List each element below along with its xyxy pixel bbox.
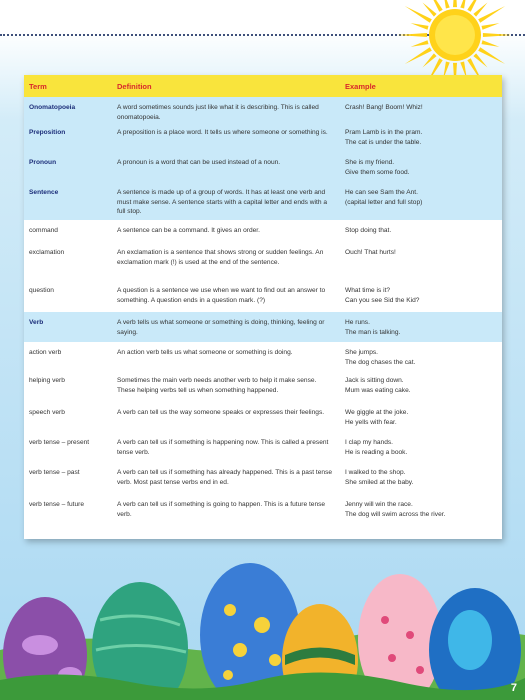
- easter-eggs-illustration: [0, 540, 525, 700]
- example-line: She smiled at the baby.: [345, 478, 414, 486]
- term-cell: verb tense – past: [24, 462, 112, 494]
- sun-ray: [426, 0, 443, 12]
- term-cell: Pronoun: [24, 152, 112, 182]
- sun-ray: [397, 33, 427, 37]
- table-row: [24, 152, 502, 182]
- definition-cell: An action verb tells us what someone or something is doing.: [112, 342, 340, 370]
- sun-ray: [423, 53, 437, 67]
- example-line: (capital letter and full stop): [345, 198, 423, 206]
- example-cell: [340, 370, 502, 402]
- page-number: 7: [510, 682, 517, 694]
- example-line: Crash! Bang! Boom! Whiz!: [345, 104, 423, 111]
- example-cell: [340, 462, 502, 494]
- example-cell: [340, 494, 502, 524]
- sun-ray: [482, 40, 500, 47]
- sun-ray: [443, 0, 450, 9]
- example-cell: [340, 402, 502, 432]
- example-line: Can you see Sid the Kid?: [345, 296, 420, 304]
- table-row: [24, 494, 502, 524]
- header-example: Example: [340, 75, 502, 97]
- term-cell: verb tense – present: [24, 432, 112, 462]
- definition-cell: A verb can tell us the way someone speaks or expresses their feelings.: [112, 402, 340, 432]
- definition-cell: A verb can tell us if something is happening now. This is called a present tense verb.: [112, 432, 340, 462]
- definition-cell: Sometimes the main verb needs another verb to help it make sense. These helping verbs tell us when something happened.: [112, 370, 340, 402]
- term-cell: exclamation: [24, 242, 112, 280]
- example-line: Pram Lamb is in the pram.: [345, 129, 423, 136]
- example-line: Ouch! That hurts!: [345, 249, 396, 256]
- example-cell: [340, 312, 502, 342]
- example-line: I clap my hands.: [345, 439, 394, 446]
- glossary-table: [24, 75, 502, 524]
- example-line: He runs.: [345, 319, 370, 326]
- example-line: The man is talking.: [345, 328, 401, 336]
- term-cell: action verb: [24, 342, 112, 370]
- definition-cell: A pronoun is a word that can be used instead of a noun.: [112, 152, 340, 182]
- definition-cell: A verb can tell us if something is going to happen. This is a future tense verb.: [112, 494, 340, 524]
- header-definition: Definition: [112, 75, 340, 97]
- example-line: He can see Sam the Ant.: [345, 189, 418, 196]
- table-row: [24, 242, 502, 280]
- term-cell: verb tense – future: [24, 494, 112, 524]
- example-line: The dog chases the cat.: [345, 358, 416, 366]
- header-term: Term: [24, 75, 112, 97]
- table-header-row: [24, 75, 502, 97]
- sun-ray: [483, 33, 510, 37]
- term-cell: Sentence: [24, 182, 112, 220]
- table-row: [24, 97, 502, 122]
- sun-ray: [411, 40, 429, 47]
- term-cell: Preposition: [24, 122, 112, 152]
- definition-cell: A verb can tell us if something has already happened. This is a past tense verb. Most past tense verbs end in ed.: [112, 462, 340, 494]
- example-line: The dog will swim across the river.: [345, 510, 446, 518]
- example-cell: [340, 432, 502, 462]
- table-row: [24, 432, 502, 462]
- example-line: Jenny will win the race.: [345, 501, 413, 508]
- example-line: Stop doing that.: [345, 227, 392, 234]
- example-cell: [340, 280, 502, 312]
- example-line: I walked to the shop.: [345, 469, 406, 476]
- example-cell: [340, 182, 502, 220]
- sun-ray: [482, 23, 500, 30]
- sun-ray: [411, 23, 429, 30]
- example-cell: [340, 220, 502, 242]
- table-row: [24, 462, 502, 494]
- definition-cell: A word sometimes sounds just like what it is describing. This is called onomatopoeia.: [112, 97, 340, 122]
- table-row: [24, 280, 502, 312]
- definition-cell: An exclamation is a sentence that shows strong or sudden feelings. An exclamation mark (!) is used at the end of the sentence.: [112, 242, 340, 280]
- example-line: Mum was eating cake.: [345, 386, 411, 394]
- example-line: Jack is sitting down.: [345, 377, 404, 384]
- example-cell: [340, 342, 502, 370]
- example-line: The cat is under the table.: [345, 138, 422, 146]
- example-cell: [340, 97, 502, 122]
- table-row: [24, 402, 502, 432]
- example-line: She jumps.: [345, 349, 378, 356]
- sun-ray: [473, 53, 487, 67]
- sun-ray: [473, 3, 487, 17]
- definition-cell: A preposition is a place word. It tells us where someone or something is.: [112, 122, 340, 152]
- example-cell: [340, 152, 502, 182]
- glossary-card: [24, 75, 502, 539]
- term-cell: command: [24, 220, 112, 242]
- sun-ray: [460, 0, 467, 9]
- example-line: Give them some food.: [345, 168, 410, 176]
- table-row: [24, 312, 502, 342]
- definition-cell: A sentence can be a command. It gives an order.: [112, 220, 340, 242]
- table-row: [24, 342, 502, 370]
- example-line: He is reading a book.: [345, 448, 408, 456]
- term-cell: helping verb: [24, 370, 112, 402]
- definition-cell: A sentence is made up of a group of words. It has at least one verb and must make sense. A sentence starts with a capital letter and ends with a full stop.: [112, 182, 340, 220]
- example-line: He yells with fear.: [345, 418, 397, 426]
- term-cell: Onomatopoeia: [24, 97, 112, 122]
- example-line: What time is it?: [345, 287, 391, 294]
- example-line: We giggle at the joke.: [345, 409, 409, 416]
- example-line: She is my friend.: [345, 159, 395, 166]
- definition-cell: A verb tells us what someone or something is doing, thinking, feeling or saying.: [112, 312, 340, 342]
- definition-cell: A question is a sentence we use when we want to find out an answer to something. A question ends in a question mark. (?): [112, 280, 340, 312]
- term-cell: question: [24, 280, 112, 312]
- table-row: [24, 370, 502, 402]
- term-cell: speech verb: [24, 402, 112, 432]
- term-cell: Verb: [24, 312, 112, 342]
- sun-ray: [467, 0, 484, 12]
- table-row: [24, 220, 502, 242]
- example-cell: [340, 122, 502, 152]
- sun-ray: [453, 0, 457, 7]
- sun-ray: [423, 3, 437, 17]
- table-row: [24, 182, 502, 220]
- table-row: [24, 122, 502, 152]
- example-cell: [340, 242, 502, 280]
